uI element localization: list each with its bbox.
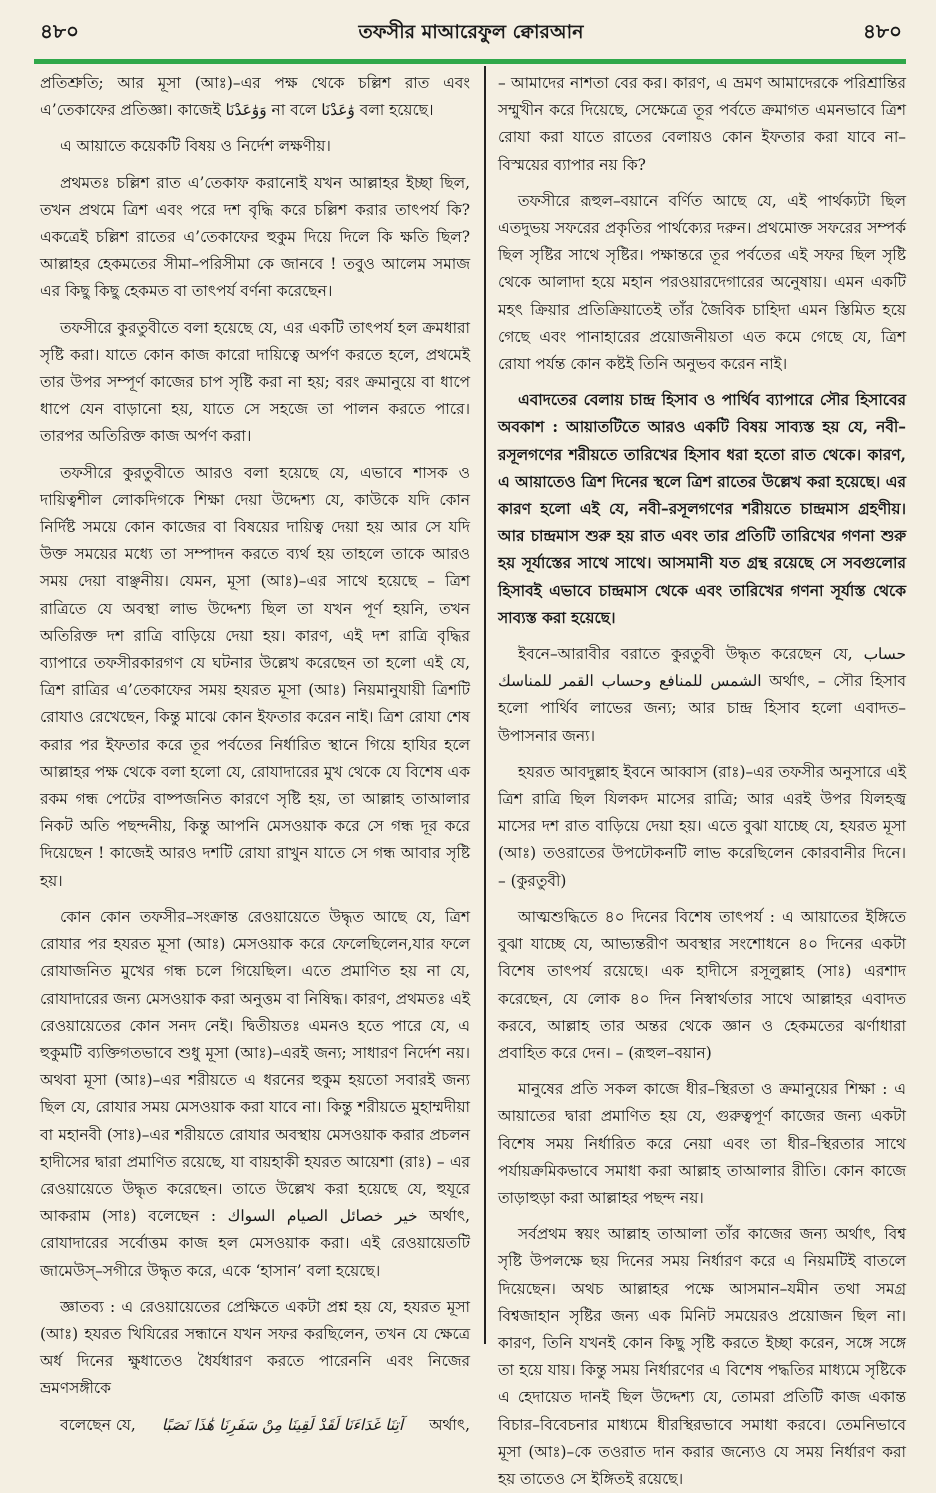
paragraph: তফসীরে কুরতুবীতে বলা হয়েছে যে, এর একটি তাৎপর্য হল ক্রমধারা সৃষ্টি করা। যাতে কোন কাজ কারো দায়িত্বে অর্পণ করতে হলে, প্রথমেই তার উপর সম্পূর্ণ কাজের চাপ সৃষ্টি করা না হয়; বরং ক্রমানুয়ে বা ধাপে ধাপে যেন বাড়ানো হয়, যাতে সে সহজে তা পালন করতে পারে। তারপর অতিরিক্ত কাজ অর্পণ করা। (40, 318, 470, 446)
paragraph: এ আয়াতে কয়েকটি বিষয় ও নির্দেশ লক্ষণীয়। (60, 137, 331, 156)
page-header (40, 14, 902, 58)
paragraph: প্রতিশ্রুতি; আর মূসা (আঃ)–এর পক্ষ থেকে চল্লিশ রাত এবং এ’তেকাফের প্রতিজ্ঞা। কাজেই وَوَٰعَدْنَا না বলে وَٰعَدْنَا বলা হয়েছে। (40, 74, 470, 120)
closing-text: বলেছেন যে, (60, 1415, 136, 1434)
column-divider (484, 66, 486, 1344)
paragraph-section: মানুষের প্রতি সকল কাজে ধীর–স্থিরতা ও ক্রমানুয়ের শিক্ষা : এ আয়াতের দ্বারা প্রমাণিত হয় যে, গুরুত্বপূর্ণ কাজের জন্য একটা বিশেষ সময় নির্ধারিত করে নেয়া এবং তা ধীর–স্থিরতার সাথে পর্যায়ক্রমিকভাবে সমাধা করা আল্লাহ তাআলার রীতি। কোন কাজে তাড়াহুড়া করা আল্লাহর পছন্দ নয়। (498, 1080, 906, 1207)
paragraph: জ্ঞাতব্য : এ রেওয়ায়েতের প্রেক্ষিতে একটা প্রশ্ন হয় যে, হযরত মূসা (আঃ) হযরত খিযিরের সন্ধানে যখন সফর করছিলেন, তখন যে ক্ষেত্রে অর্ধ দিনের ক্ষুধাতেও ধৈর্যধারণ করতে পারেননি এবং নিজের ভ্রমণসঙ্গীকে (40, 1297, 470, 1398)
left-column (40, 70, 470, 1434)
arabic-quote: آتِنَا غَدَاءَنَا لَقَدْ لَقِينَا مِنْ سَفَرِنَا هَٰذَا نَصَبًا (161, 1415, 404, 1434)
paragraph: ইবনে–আরাবীর বরাতে কুরতুবী উদ্ধৃত করেছেন যে, حساب الشمس للمنافع وحساب القمر للمناسك অর্থাৎ, – সৌর হিসাব হলো পার্থিব লাভের জন্য; আর চান্দ্র হিসাব হলো এবাদত–উপাসনার জন্য। (498, 645, 906, 745)
page-number-left: ৪৮০ (40, 19, 79, 43)
paragraph: হযরত আবদুল্লাহ ইবনে আব্বাস (রাঃ)–এর তফসীর অনুসারে এই ত্রিশ রাত্রি ছিল যিলকদ মাসের রাত্রি; আর এরই উপর যিলহজ্ব মাসের দশ রাত বাড়িয়ে দেয়া হয়। এতে বুঝা যাচ্ছে যে, হযরত মূসা (আঃ) তওরাতের উপঢৌকনটি লাভ করেছিলেন কোরবানীর দিনে। – (কুরতুবী) (498, 762, 906, 890)
closing-text-meaning: অর্থাৎ, (429, 1415, 470, 1434)
page-number-right: ৪৮০ (863, 19, 902, 43)
paragraph: তফসীরে রূহুল–বয়ানে বর্ণিত আছে যে, এই পার্থক্যটা ছিল এতদুভয় সফরের প্রকৃতির পার্থক্যের দরুন। প্রথমোক্ত সফরের সম্পর্ক ছিল সৃষ্টির সাথে সৃষ্টির। পক্ষান্তরে তূর পর্বতের এই সফর ছিল সৃষ্টি থেকে আলাদা হয়ে মহান পরওয়ারদেগারের অনুেষায়। এমন একটি মহৎ ক্রিয়ার প্রতিক্রিয়াতেই তাঁর জৈবিক চাহিদা এমন স্তিমিত হয়ে গেছে এবং পানাহারের প্রয়োজনীয়তা এত কমে গেছে যে, ত্রিশ রোযা পর্যন্ত কোন কষ্টই তিনি অনুভব করেন নাই। (498, 191, 906, 374)
header-rule (34, 59, 906, 64)
paragraph-section: আত্মশুদ্ধিতে ৪০ দিনের বিশেষ তাৎপর্য : এ আয়াতের ইঙ্গিতে বুঝা যাচ্ছে যে, আভ্যন্তরীণ অবস্থার সংশোধনে ৪০ দিনের একটা বিশেষ তাৎপর্য রয়েছে। এক হাদীসে রসূলুল্লাহ (সাঃ) এরশাদ করেছেন, যে লোক ৪০ দিন নিস্বার্থতার সাথে আল্লাহর এবাদত করবে, আল্লাহ তার অন্তর থেকে জ্ঞান ও হেকমতের ঝর্ণাধারা প্রবাহিত করে দেন। – (রূহুল–বয়ান) (498, 907, 906, 1062)
running-title: তফসীর মাআরেফুল ক্বোরআন (358, 21, 584, 43)
right-column (498, 70, 906, 1488)
paragraph: প্রথমতঃ চল্লিশ রাত এ’তেকাফ করানোই যখন আল্লাহর ইচ্ছা ছিল, তখন প্রথমে ত্রিশ এবং পরে দশ বৃদ্ধি করে চল্লিশ করার তাৎপর্য কি? একত্রেই চল্লিশ রাতের এ’তেকাফের হুকুম দিয়ে দিলে কি ক্ষতি ছিল? আল্লাহর হেকমতের সীমা–পরিসীমা কে জানবে ! তবুও আলেম সমাজ এর কিছু কিছু হেকমত বা তাৎপর্য বর্ণনা করেছেন। (40, 173, 470, 301)
paragraph: তফসীরে কুরতুবীতে আরও বলা হয়েছে যে, এভাবে শাসক ও দায়িত্বশীল লোকদিগকে শিক্ষা দেয়া উদ্দেশ্য যে, কাউকে যদি কোন নির্দিষ্ট সময়ে কোন কাজের বা বিষয়ের দায়িত্ব দেয়া হয় আর সে যদি উক্ত সময়ের মধ্যে তা সম্পাদন করতে ব্যর্থ হয় তাহলে তাকে আরও সময় দেয়া বাঞ্ছনীয়। যেমন, মূসা (আঃ)–এর সাথে হয়েছে – ত্রিশ রাত্রিতে যে অবস্থা লাভ উদ্দেশ্য ছিল তা যখন পূর্ণ হয়নি, তখন অতিরিক্ত দশ রাত্রি বাড়িয়ে দেয়া হয়। কারণ, এই দশ রাত্রি বৃদ্ধির ব্যাপারে তফসীরকারগণ যে ঘটনার উল্লেখ করেছেন তা হলো এই যে, ত্রিশ রাত্রির এ’তেকাফের সময় হযরত মূসা (আঃ) নিয়মানুযায়ী ত্রিশটি রোযাও রেখেছেন, কিন্তু মাঝে কোন ইফতার করেন নাই। ত্রিশ রোযা শেষ করার পর ইফতার করে তূর পর্বতের নির্ধারিত স্থানে গিয়ে হাযির হলে আল্লাহর পক্ষ থেকে বলা হলো যে, রোযাদারের মুখ থেকে যে বিশেষ এক রকম গন্ধ পেটের বাষ্পজনিত কারণে সৃষ্টি হয়, তা আল্লাহ তাআলার নিকট অতি পছন্দনীয়, কিন্তু আপনি মেসওয়াক করে সে গন্ধ দূর করে দিয়েছেন ! কাজেই আরও দশটি রোযা রাখুন যাতে সে গন্ধ আবার সৃষ্টি হয়। (40, 463, 470, 890)
paragraph: সর্বপ্রথম স্বয়ং আল্লাহ তাআলা তাঁর কাজের জন্য অর্থাৎ, বিশ্ব সৃষ্টি উপলক্ষে ছয় দিনের সময় নির্ধারণ করে এ নিয়মটিই বাতলে দিয়েছেন। অথচ আল্লাহর পক্ষে আসমান–যমীন তথা সমগ্র বিশ্বজাহান সৃষ্টির জন্য এক মিনিট সময়েরও প্রয়োজন ছিল না। কারণ, তিনি যখনই কোন কিছু সৃষ্টি করতে ইচ্ছা করেন, সঙ্গে সঙ্গে তা হয়ে যায়। কিন্তু সময় নির্ধারণের এ বিশেষ পদ্ধতির মাধ্যমে সৃষ্টিকে এ হেদায়েত দানই ছিল উদ্দেশ্য যে, তোমরা প্রতিটি কাজ একান্ত বিচার–বিবেচনার মাধ্যমে ধীরস্থিরভাবে সমাধা করবে। তেমনিভাবে মূসা (আঃ)–কে তওরাত দান করার জন্যেও যে সময় নির্ধারণ করা হয় তাতেও সে ইঙ্গিতই রয়েছে। (498, 1225, 906, 1488)
paragraph: কোন কোন তফসীর–সংক্রান্ত রেওয়ায়েতে উদ্ধৃত আছে যে, ত্রিশ রোযার পর হযরত মূসা (আঃ) মেসওয়াক করে ফেলেছিলেন,যার ফলে রোযাজনিত মুখের গন্ধ চলে গিয়েছিল। এতে প্রমাণিত হয় না যে, রোযাদারের জন্য মেসওয়াক করা অনুত্তম বা নিষিদ্ধ। কারণ, প্রথমতঃ এই রেওয়ায়েতের কোন সনদ নেই। দ্বিতীয়তঃ এমনও হতে পারে যে, এ হুকুমটি ব্যক্তিগতভাবে শুধু মূসা (আঃ)–এরই জন্য; সাধারণ নির্দেশ নয়। অথবা মূসা (আঃ)–এর শরীয়তে এ ধরনের হুকুম হয়তো সবারই জন্য ছিল যে, রোযার সময় মেসওয়াক করা যাবে না। কিন্তু শরীয়তে মুহাম্মদীয়া বা মহানবী (সাঃ)–এর শরীয়তে রোযার অবস্থায় মেসওয়াক করার প্রচলন হাদীসের দ্বারা প্রমাণিত রয়েছে, যা বায়হাকী হযরত আয়েশা (রাঃ) – এর রেওয়ায়েতে উদ্ধৃত করেছেন। তাতে উল্লেখ করা হয়েছে যে, হুযূরে আকরাম (সাঃ) বলেছেন : خير خصائل الصيام السواك অর্থাৎ, রোযাদারের সর্বোত্তম কাজ হল মেসওয়াক করা। এই রেওয়ায়েতটি জামেউস্‌–সগীরে উদ্ধৃত করে, একে ‘হাসান’ বলা হয়েছে। (40, 907, 470, 1280)
closing-line (40, 1412, 470, 1439)
paragraph-section: এবাদতের বেলায় চান্দ্র হিসাব ও পার্থিব ব্যাপারে সৌর হিসাবের অবকাশ : আয়াতটিতে আরও একটি বিষয় সাব্যস্ত হয় যে, নবী–রসূলগণের শরীয়তে তারিখের হিসাব ধরা হতো রাত থেকে। কারণ, এ আয়াতেও ত্রিশ দিনের স্থলে ত্রিশ রাতের উল্লেখ করা হয়েছে। এর কারণ হলো এই যে, নবী–রসূলগণের শরীয়তে চান্দ্রমাস গ্রহণীয়। আর চান্দ্রমাস শুরু হয় রাত এবং তার প্রতিটি তারিখের গণনা শুরু হয় সূর্যাস্তের সাথে সাথে। আসমানী যত গ্রন্থ রয়েছে সে সবগুলোর হিসাবই এভাবে চান্দ্রমাস থেকে এবং তারিখের গণনা সূর্যাস্ত থেকে সাব্যস্ত করা হয়েছে। (498, 391, 906, 627)
paragraph: – আমাদের নাশতা বের কর। কারণ, এ ভ্রমণ আমাদেরকে পরিশ্রান্তির সম্মুখীন করে দিয়েছে, সেক্ষেত্রে তূর পর্বতে ক্রমাগত এমনভাবে ত্রিশ রোযা করা যাতে রাতের বেলায়ও কোন ইফতার করা যাবে না–বিস্ময়ের ব্যাপার নয় কি? (498, 74, 906, 174)
